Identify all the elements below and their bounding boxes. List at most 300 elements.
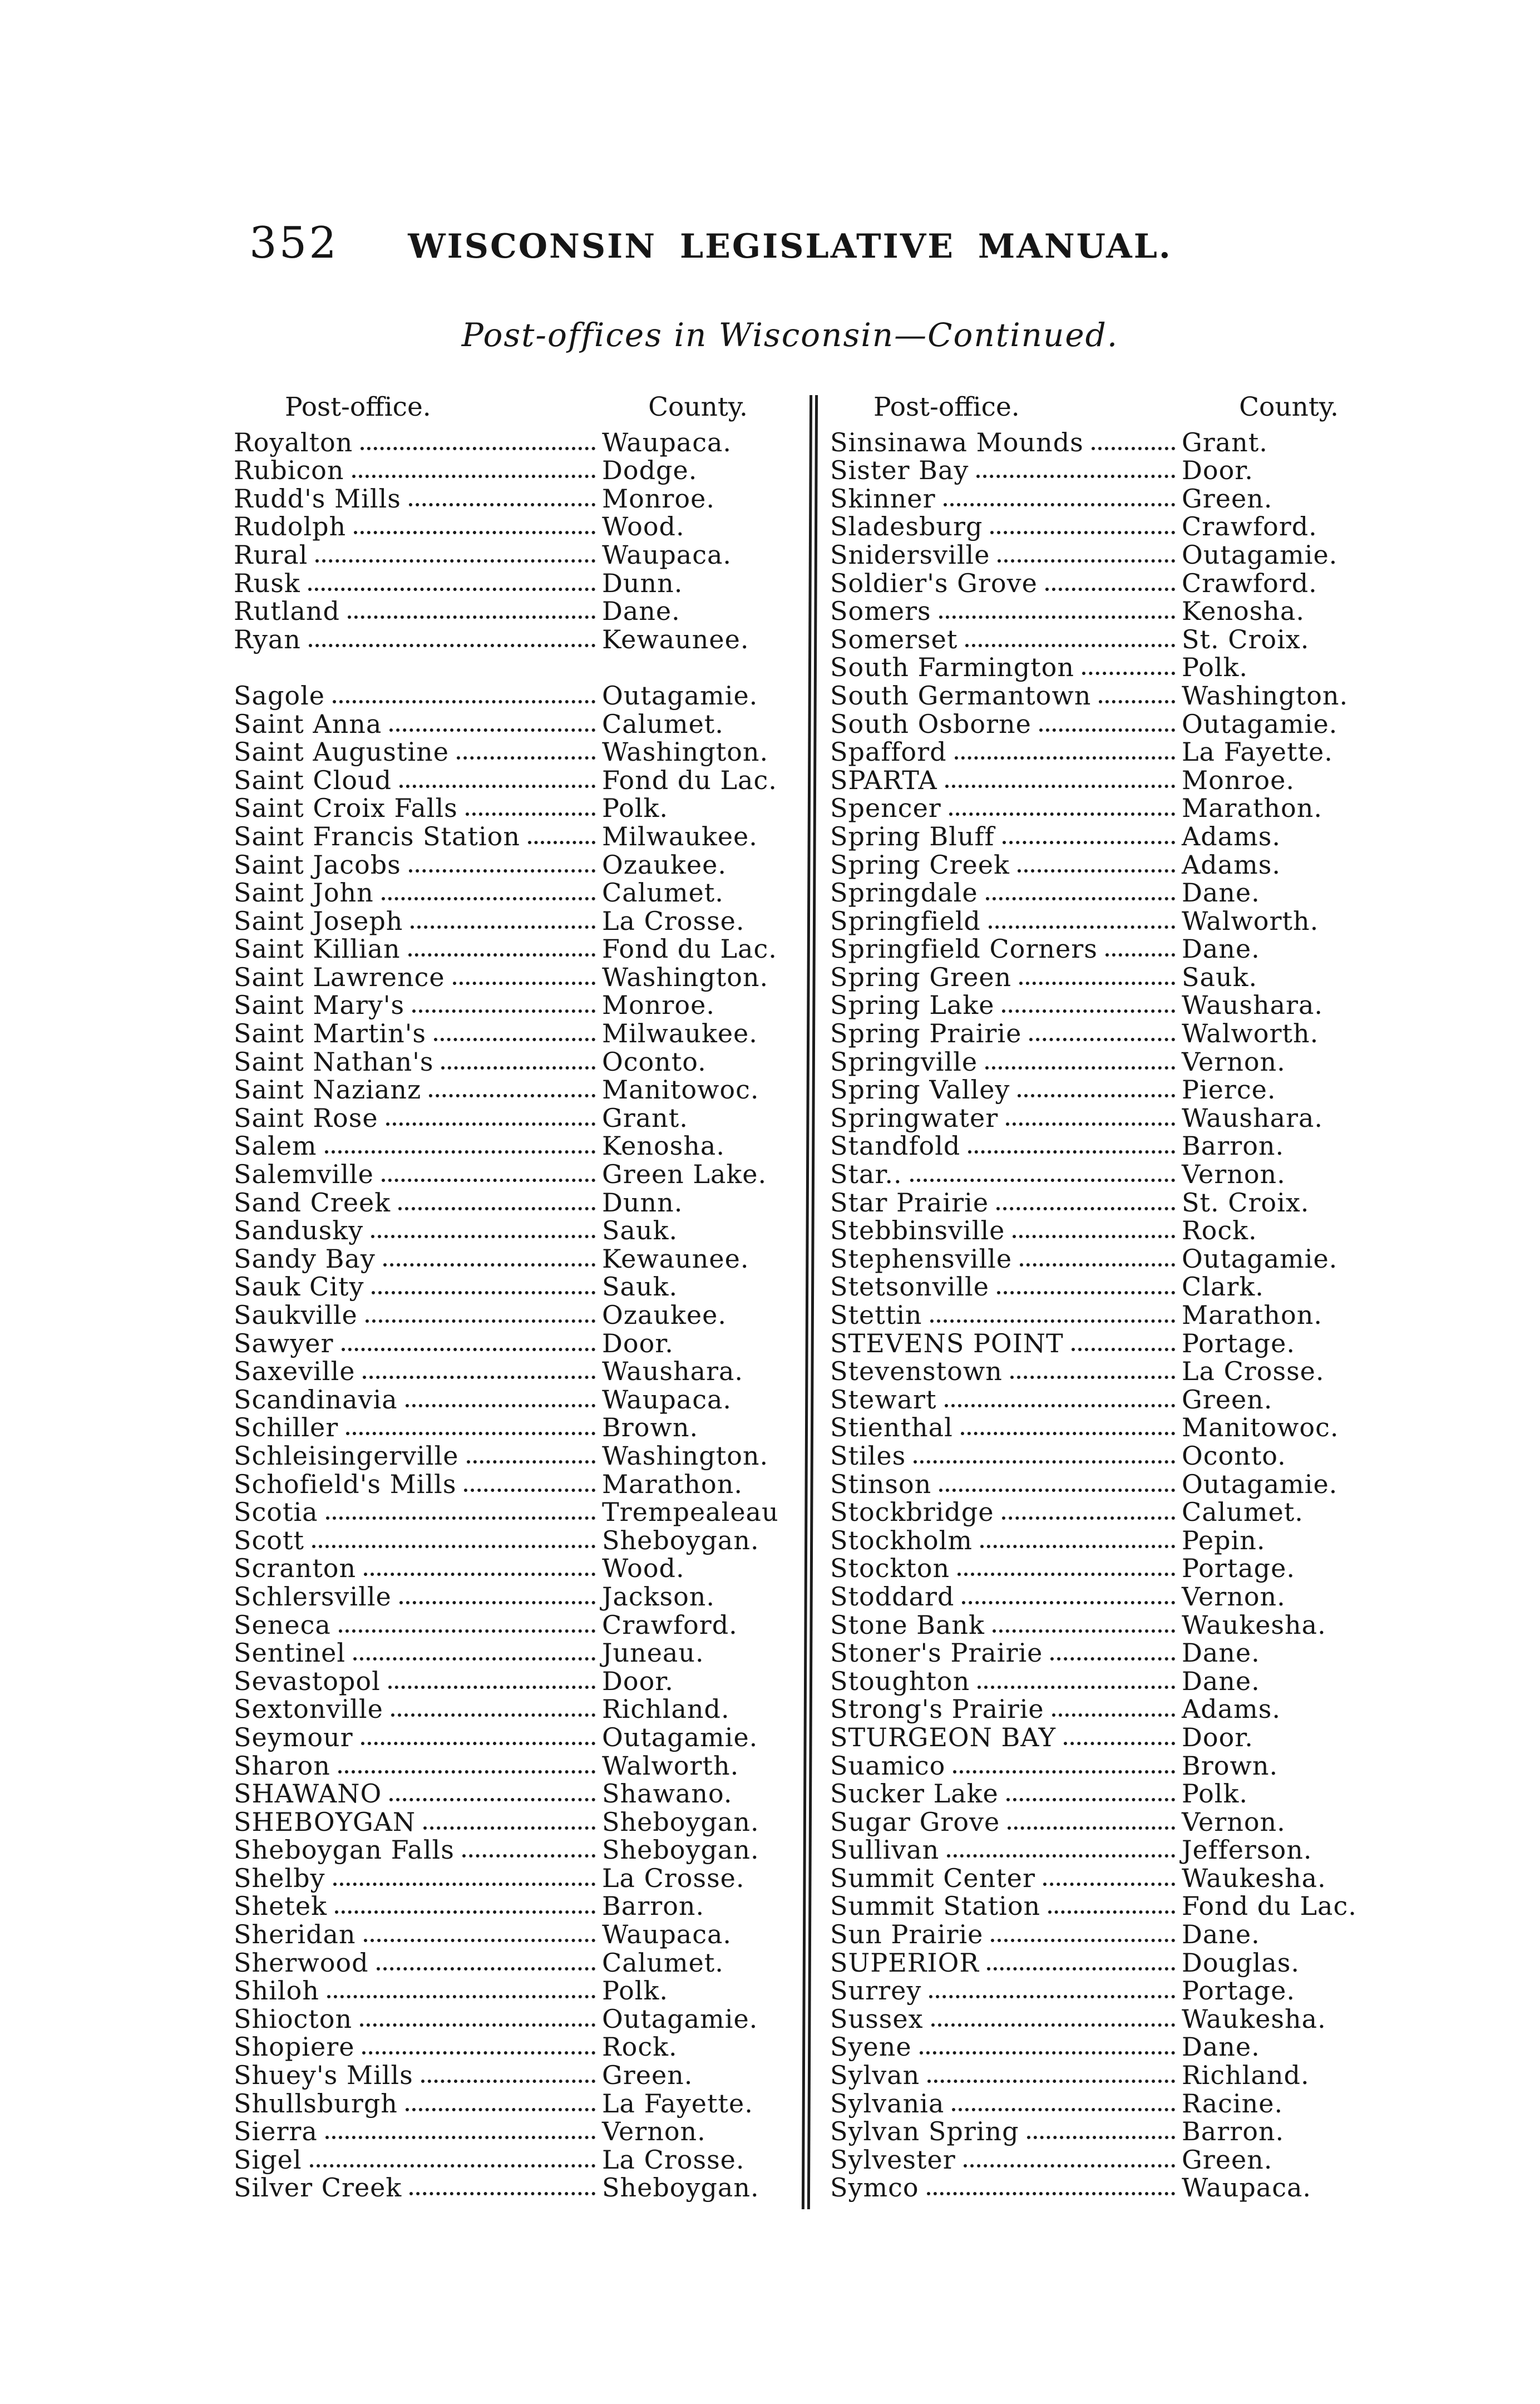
- table-row: [234, 1582, 798, 1610]
- dotted-leader: [310, 2164, 595, 2167]
- dotted-leader: [388, 1686, 595, 1689]
- post-office-name: South Germantown: [830, 680, 1092, 711]
- county-name: Sheboygan.: [602, 1525, 759, 1555]
- county-name: Calumet.: [1182, 1497, 1304, 1528]
- county-name: La Fayette.: [1182, 737, 1333, 767]
- post-office-name: STEVENS POINT: [830, 1328, 1064, 1358]
- dotted-leader: [399, 785, 595, 788]
- dotted-leader: [366, 1319, 595, 1323]
- table-row: [234, 1807, 798, 1835]
- post-office-name: Scranton: [234, 1553, 357, 1584]
- dotted-leader: [409, 869, 595, 873]
- county-name: St. Croix.: [1182, 1187, 1310, 1218]
- post-office-name: Sagole: [234, 680, 325, 711]
- county-name: La Fayette.: [602, 2088, 753, 2119]
- county-name: Milwaukee.: [602, 821, 758, 851]
- table-row: [234, 1835, 798, 1864]
- dotted-leader: [1082, 672, 1175, 675]
- dotted-leader: [389, 1798, 595, 1801]
- county-name: Door.: [602, 1328, 674, 1358]
- county-name: Juneau.: [602, 1638, 704, 1668]
- county-name: Barron.: [1182, 1131, 1285, 1161]
- table-row: [830, 1216, 1404, 1244]
- dotted-leader: [467, 1460, 596, 1464]
- county-name: Kenosha.: [1182, 596, 1305, 627]
- dotted-leader: [1013, 1235, 1175, 1238]
- dotted-leader: [930, 1319, 1175, 1323]
- county-name: Calumet.: [602, 1947, 724, 1978]
- post-office-name: Seneca: [234, 1609, 331, 1640]
- table-row: [830, 2004, 1404, 2032]
- post-office-name: Shiocton: [234, 2003, 353, 2034]
- table-row: [830, 1807, 1404, 1835]
- post-office-name: Somers: [830, 596, 931, 627]
- dotted-leader: [333, 700, 595, 703]
- table-row: [234, 624, 798, 653]
- dotted-leader: [1039, 728, 1175, 732]
- county-name: Waukesha.: [1182, 1609, 1326, 1640]
- table-row: [830, 512, 1404, 540]
- post-office-name: SUPERIOR: [830, 1947, 979, 1978]
- county-name: Portage.: [1182, 1976, 1295, 2006]
- table-row: [234, 991, 798, 1019]
- dotted-leader: [985, 1066, 1175, 1070]
- post-office-name: Sugar Grove: [830, 1806, 1000, 1837]
- county-name: Dane.: [1182, 1919, 1260, 1950]
- table-row: [234, 1638, 798, 1667]
- dotted-leader: [1105, 953, 1175, 957]
- post-office-name: Spencer: [830, 793, 941, 824]
- table-row: [830, 2060, 1404, 2091]
- post-office-name: Spafford: [830, 737, 947, 767]
- table-row: [234, 1216, 798, 1244]
- dotted-leader: [939, 1489, 1175, 1492]
- table-row: [234, 850, 798, 878]
- dotted-leader: [399, 1601, 595, 1604]
- county-name: Dane.: [1182, 1666, 1260, 1696]
- dotted-leader: [364, 1573, 595, 1576]
- dotted-leader: [389, 728, 595, 732]
- table-row: [830, 1919, 1404, 1948]
- post-office-name: Saukville: [234, 1300, 358, 1330]
- dotted-leader: [976, 475, 1175, 478]
- post-office-name: Scotia: [234, 1497, 318, 1528]
- county-name: Shawano.: [602, 1779, 733, 1809]
- county-name: Sheboygan.: [602, 1835, 759, 1865]
- table-row: [830, 1638, 1404, 1667]
- county-name: Green.: [1182, 2144, 1273, 2175]
- county-name: Dane.: [1182, 2032, 1260, 2062]
- table-row: [830, 427, 1404, 456]
- table-row: [830, 1300, 1404, 1328]
- table-title: Post-offices in Wisconsin—Continued.: [461, 316, 1119, 354]
- post-office-name: Symco: [830, 2173, 919, 2203]
- dotted-leader: [1029, 1038, 1175, 1041]
- county-name: Sheboygan.: [602, 1806, 759, 1837]
- dotted-leader: [348, 615, 595, 619]
- post-office-name: Salem: [234, 1131, 317, 1161]
- county-name: Pepin.: [1182, 1525, 1266, 1555]
- table-row: [830, 1751, 1404, 1779]
- post-office-name: SHEBOYGAN: [234, 1806, 416, 1837]
- post-office-name: Salemville: [234, 1159, 374, 1190]
- dotted-leader: [408, 953, 595, 957]
- post-office-name: Somerset: [830, 624, 958, 654]
- dotted-leader: [354, 531, 595, 534]
- dotted-leader: [939, 615, 1175, 619]
- dotted-leader: [312, 1545, 595, 1548]
- county-name: Trempealeau: [602, 1497, 779, 1528]
- post-office-column-header: Post-office.: [873, 392, 1020, 422]
- table-row: [234, 597, 798, 625]
- table-row: [234, 794, 798, 822]
- dotted-leader: [423, 1826, 595, 1830]
- table-row: [830, 681, 1404, 709]
- table-row: [234, 1244, 798, 1272]
- dotted-leader: [1072, 1348, 1175, 1351]
- post-office-name: Stiles: [830, 1440, 906, 1471]
- dotted-leader: [364, 1939, 595, 1942]
- post-office-name: Saint Joseph: [234, 905, 403, 936]
- county-name: Pierce.: [1182, 1075, 1276, 1105]
- post-office-name: Springville: [830, 1046, 978, 1077]
- county-name: Outagamie.: [1182, 1243, 1338, 1274]
- table-row: [234, 1666, 798, 1694]
- dotted-leader: [910, 1179, 1175, 1182]
- county-name: Barron.: [602, 1891, 705, 1922]
- dotted-leader: [363, 1376, 595, 1379]
- table-row: [234, 765, 798, 794]
- post-office-name: South Osborne: [830, 708, 1031, 739]
- post-office-name: Saint Killian: [234, 934, 401, 964]
- post-office-name: Sherwood: [234, 1947, 369, 1978]
- table-row: [234, 1300, 798, 1328]
- post-office-name: Rudolph: [234, 511, 347, 542]
- post-office-name: Sylvan: [830, 2060, 920, 2091]
- dotted-leader: [947, 1854, 1175, 1858]
- county-name: Vernon.: [602, 2116, 706, 2147]
- dotted-leader: [338, 1770, 595, 1774]
- table-row: [830, 850, 1404, 878]
- table-row: [234, 1103, 798, 1131]
- table-row: [234, 2088, 798, 2117]
- post-office-name: Stoner's Prairie: [830, 1638, 1043, 1668]
- post-office-name: Rural: [234, 539, 308, 570]
- post-office-name: Suamico: [830, 1750, 946, 1781]
- dotted-leader: [386, 1122, 595, 1126]
- table-row: [234, 821, 798, 850]
- table-row: [234, 962, 798, 991]
- post-office-name: Sladesburg: [830, 511, 983, 542]
- post-office-name: Schleisingerville: [234, 1440, 459, 1471]
- post-office-name: Saint Rose: [234, 1102, 378, 1133]
- dotted-leader: [1048, 1910, 1175, 1914]
- post-office-name: Shiloh: [234, 1976, 319, 2006]
- table-row: [830, 540, 1404, 568]
- column-header-row: [234, 390, 798, 427]
- table-row: [830, 962, 1404, 991]
- county-name: Outagamie.: [602, 680, 758, 711]
- table-row: [830, 1722, 1404, 1751]
- dotted-leader: [315, 559, 595, 563]
- dotted-leader: [962, 1601, 1175, 1604]
- county-name: Sauk.: [1182, 962, 1258, 992]
- county-name: Green.: [602, 2060, 693, 2091]
- table-row: [830, 1018, 1404, 1047]
- county-name: Calumet.: [602, 878, 724, 908]
- dotted-leader: [927, 2192, 1175, 2195]
- post-office-name: Sylvester: [830, 2144, 956, 2175]
- county-name: Fond du Lac.: [602, 934, 777, 964]
- table-row: [830, 1835, 1404, 1864]
- dotted-leader: [980, 1545, 1175, 1548]
- dotted-leader: [353, 1657, 595, 1661]
- table-column-right: [830, 390, 1404, 2201]
- table-row: [830, 568, 1404, 597]
- dotted-leader: [346, 1432, 595, 1435]
- table-row: [234, 906, 798, 934]
- post-office-name: Syene: [830, 2032, 912, 2062]
- county-name: Washington.: [1182, 680, 1349, 711]
- county-name: Jackson.: [602, 1581, 715, 1612]
- county-name: Rock.: [1182, 1215, 1257, 1246]
- county-name: Polk.: [1182, 652, 1248, 683]
- table-row: [830, 1244, 1404, 1272]
- county-name: Outagamie.: [1182, 539, 1338, 570]
- county-name: Waupaca.: [602, 539, 732, 570]
- table-row: [234, 2032, 798, 2061]
- county-name: Polk.: [602, 1976, 668, 2006]
- dotted-leader: [1027, 2136, 1175, 2139]
- dotted-leader: [1045, 588, 1175, 591]
- post-office-name: Skinner: [830, 483, 936, 514]
- table-row: [830, 1328, 1404, 1357]
- county-name: Kewaunee.: [602, 1243, 749, 1274]
- post-office-name: Sheboygan Falls: [234, 1835, 455, 1865]
- post-office-name: Sandusky: [234, 1215, 364, 1246]
- table-row: [234, 1159, 798, 1188]
- column-header-row: [830, 390, 1404, 427]
- table-row: [234, 1948, 798, 1976]
- post-office-name: Ryan: [234, 624, 301, 654]
- table-row: [234, 1694, 798, 1723]
- post-office-name: Saint Francis Station: [234, 821, 520, 851]
- table-row: [830, 991, 1404, 1019]
- dotted-leader: [308, 588, 595, 591]
- table-row: [830, 597, 1404, 625]
- dotted-leader: [914, 1460, 1175, 1464]
- county-name: Barron.: [1182, 2116, 1285, 2147]
- county-name: Monroe.: [602, 483, 715, 514]
- dotted-leader: [528, 841, 595, 844]
- table-row: [830, 1413, 1404, 1441]
- table-row: [234, 934, 798, 963]
- dotted-leader: [953, 1770, 1175, 1774]
- dotted-leader: [986, 897, 1175, 900]
- table-row: [830, 821, 1404, 850]
- post-office-name: Springdale: [830, 878, 978, 908]
- county-name: Washington.: [602, 737, 769, 767]
- dotted-leader: [421, 2080, 595, 2083]
- dotted-leader: [372, 1291, 595, 1294]
- dotted-leader: [325, 1150, 596, 1154]
- dotted-leader: [406, 1404, 595, 1407]
- post-office-name: Saxeville: [234, 1356, 356, 1387]
- dotted-leader: [1043, 1883, 1175, 1886]
- table-row: [830, 1075, 1404, 1104]
- county-name: Calumet.: [602, 708, 724, 739]
- county-name: Fond du Lac.: [1182, 1891, 1357, 1922]
- post-office-name: Soldier's Grove: [830, 568, 1038, 598]
- post-office-name: SPARTA: [830, 765, 937, 795]
- dotted-leader: [1099, 700, 1175, 703]
- table-row: [830, 2173, 1404, 2201]
- table-row: [830, 1554, 1404, 1582]
- county-name: Green.: [1182, 483, 1273, 514]
- county-name: Grant.: [1182, 427, 1268, 457]
- table-column-left: [234, 390, 798, 2201]
- dotted-leader: [952, 2108, 1175, 2111]
- dotted-leader: [945, 1404, 1176, 1407]
- dotted-leader: [997, 1291, 1175, 1294]
- county-name: Sauk.: [602, 1272, 678, 1302]
- county-name: Richland.: [1182, 2060, 1310, 2091]
- dotted-leader: [391, 1713, 595, 1717]
- post-office-name: Royalton: [234, 427, 353, 457]
- county-name: Oconto.: [1182, 1440, 1286, 1471]
- dotted-leader: [466, 812, 595, 816]
- county-name: Waushara.: [602, 1356, 744, 1387]
- post-office-name: STURGEON BAY: [830, 1722, 1057, 1752]
- post-office-name: Sylvania: [830, 2088, 945, 2119]
- dotted-leader: [1018, 1094, 1175, 1097]
- table-row: [830, 2032, 1404, 2061]
- post-office-name: Rudd's Mills: [234, 483, 401, 514]
- table-row: [830, 765, 1404, 794]
- post-office-name: Shullsburgh: [234, 2088, 398, 2119]
- dotted-leader: [1064, 1742, 1175, 1745]
- county-name: Walworth.: [1182, 1018, 1319, 1049]
- dotted-leader: [998, 559, 1175, 563]
- table-row: [234, 540, 798, 568]
- dotted-leader: [377, 1967, 595, 1971]
- table-row: [234, 427, 798, 456]
- table-row: [830, 1272, 1404, 1300]
- post-office-name: Sentinel: [234, 1638, 346, 1668]
- running-header: WISCONSIN LEGISLATIVE MANUAL.: [408, 227, 1172, 266]
- dotted-leader: [333, 1883, 595, 1886]
- dotted-leader: [382, 897, 595, 900]
- dotted-leader: [955, 756, 1175, 760]
- table-row: [234, 681, 798, 709]
- county-name: Dunn.: [602, 1187, 683, 1218]
- dotted-leader: [989, 925, 1175, 929]
- table-row: [234, 1047, 798, 1075]
- post-office-name: Schofield's Mills: [234, 1469, 457, 1499]
- table-row: [234, 1891, 798, 1920]
- post-office-name: Spring Valley: [830, 1075, 1010, 1105]
- row-spacer: [234, 653, 798, 681]
- post-office-name: Stone Bank: [830, 1609, 985, 1640]
- post-office-name: Star..: [830, 1159, 902, 1190]
- county-name: Manitowoc.: [1182, 1412, 1339, 1443]
- post-office-name: Stoddard: [830, 1581, 955, 1612]
- county-name: Walworth.: [602, 1750, 739, 1781]
- post-office-name: Rusk: [234, 568, 300, 598]
- post-office-name: Spring Bluff: [830, 821, 995, 851]
- post-office-name: Spring Prairie: [830, 1018, 1022, 1049]
- county-column-header: County.: [1239, 392, 1339, 422]
- post-office-name: Stinson: [830, 1469, 932, 1499]
- table-row: [830, 2117, 1404, 2145]
- dotted-leader: [1006, 1798, 1175, 1801]
- county-name: Fond du Lac.: [602, 765, 777, 795]
- dotted-leader: [1092, 447, 1175, 450]
- table-row: [234, 1328, 798, 1357]
- dotted-leader: [342, 1348, 595, 1351]
- post-office-name: Saint Martin's: [234, 1018, 426, 1049]
- table-row: [830, 737, 1404, 766]
- post-office-name: Stockbridge: [830, 1497, 994, 1528]
- county-name: Crawford.: [602, 1609, 738, 1640]
- post-office-name: Spring Green: [830, 962, 1012, 992]
- table-row: [830, 1131, 1404, 1160]
- county-name: Monroe.: [602, 990, 715, 1021]
- table-row: [234, 1357, 798, 1385]
- post-office-name: Saint Cloud: [234, 765, 392, 795]
- post-office-name: Sylvan Spring: [830, 2116, 1019, 2147]
- table-row: [830, 1047, 1404, 1075]
- county-name: Marathon.: [602, 1469, 743, 1499]
- table-row: [234, 2117, 798, 2145]
- table-row: [830, 624, 1404, 653]
- post-office-name: Scandinavia: [234, 1384, 398, 1415]
- dotted-leader: [360, 2023, 595, 2027]
- county-name: Outagamie.: [602, 1722, 758, 1752]
- table-row: [234, 1919, 798, 1948]
- dotted-leader: [945, 785, 1175, 788]
- table-row: [234, 2004, 798, 2032]
- table-row: [830, 484, 1404, 512]
- table-row: [830, 878, 1404, 907]
- post-office-name: Sun Prairie: [830, 1919, 984, 1950]
- dotted-leader: [1052, 1713, 1175, 1717]
- county-name: Green.: [1182, 1384, 1273, 1415]
- table-row: [830, 1188, 1404, 1216]
- post-office-name: Shetek: [234, 1891, 327, 1922]
- table-row: [830, 1525, 1404, 1554]
- dotted-leader: [339, 1629, 595, 1633]
- county-name: La Crosse.: [602, 2144, 745, 2175]
- dotted-leader: [309, 644, 595, 647]
- post-office-name: Sauk City: [234, 1272, 364, 1302]
- dotted-leader: [453, 982, 595, 985]
- county-name: Richland.: [602, 1694, 730, 1725]
- table-row: [830, 1385, 1404, 1413]
- table-row: [830, 934, 1404, 963]
- county-name: Waupaca.: [602, 1384, 732, 1415]
- county-name: Vernon.: [1182, 1581, 1286, 1612]
- table-row: [234, 1497, 798, 1526]
- post-office-name: Saint Jacobs: [234, 849, 401, 880]
- post-office-name: Sierra: [234, 2116, 318, 2147]
- county-name: Washington.: [602, 1440, 769, 1471]
- county-name: Dane.: [1182, 878, 1260, 908]
- dotted-leader: [931, 2023, 1175, 2027]
- table-row: [830, 1159, 1404, 1188]
- post-office-name: Stettin: [830, 1300, 922, 1330]
- table-row: [234, 1525, 798, 1554]
